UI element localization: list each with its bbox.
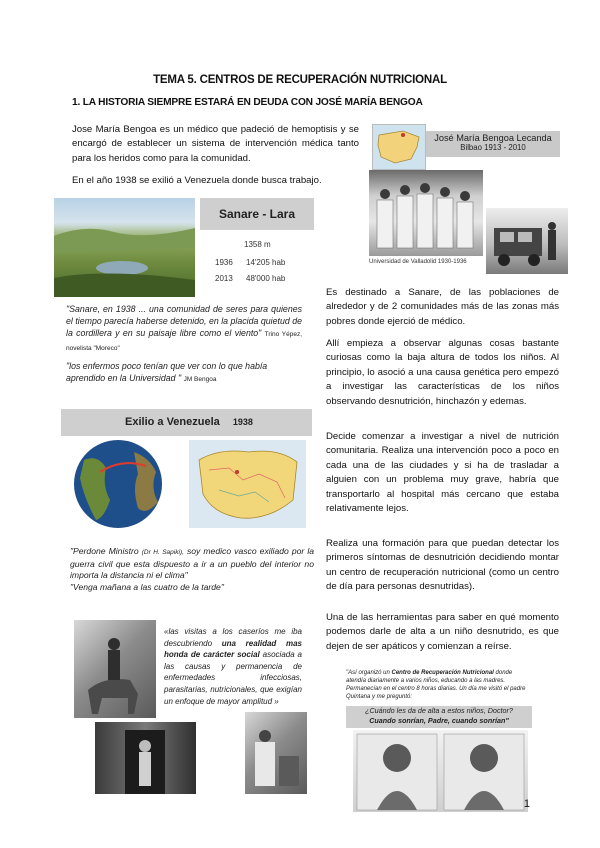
quote-enfermos-author: JM Bengoa: [183, 376, 217, 383]
question-line-1: ¿Cuándo les da de alta a estos niños, Doctor?: [365, 706, 513, 715]
small-quote-post: donde atendía diariamente a varios niños, educando a las madres. Permanecían en el centro 8 horas diarias. Un día me visitó el padre Quintana y me preguntó:: [346, 670, 526, 700]
landscape-icon: [54, 198, 195, 297]
right-paragraph-2: Allí empieza a observar algunas cosas bastante curiosas como la baja altura de todos los niños. Al principio, lo asoció a una causa genética pero empezó a investigar las características de los niños observando desnutrición, hinchazón y edemas.: [326, 338, 559, 407]
doctor-icon: [245, 712, 307, 794]
exile-paragraph: En el año 1938 se exilió a Venezuela donde busca trabajo.: [72, 175, 322, 186]
rider-icon: [74, 620, 156, 718]
exilio-bar: [61, 409, 312, 436]
sanare-landscape-photo: [54, 198, 195, 297]
small-quote-bold: Centro de Recuperación Nutricional: [391, 670, 494, 676]
question-line-2: Cuando sonrían, Padre, cuando sonrían": [369, 716, 509, 725]
right-paragraph-5: Una de las herramientas para saber en qué momento podemos darle de alta a un niño desnutrido, es que dejen de ser apáticos y comienzan a reírse.: [326, 612, 559, 652]
exilio-label: Exilio a Venezuela: [125, 416, 220, 428]
children-photo: [353, 730, 528, 812]
right-paragraph-4: Realiza una formación para que puedan detectar los primeros síntomas de desnutrición decidiendo montar un centro de recuperación nutricional (como un centro de día para personas desnutridas).: [326, 538, 559, 593]
right-paragraph-1: Es destinado a Sanare, de las poblaciones de alrededor y de 2 comunidades más de las zonas más pobres donde ejerció de médico.: [326, 287, 559, 327]
sanare-altitude: 1358 m: [244, 240, 271, 249]
spain-map-image: [372, 124, 426, 170]
sanare-pop-1936-year: 1936: [215, 258, 233, 267]
doctor-patient-photo: [245, 712, 307, 794]
quote-sanare: [66, 303, 302, 355]
globe-image: [54, 438, 182, 530]
exilio-year: 1938: [232, 417, 253, 427]
intro-paragraph: Jose María Bengoa es un médico que padeció de hemoptisis y se encargó de establecer un sistema de intervención médica tanto para los heridos como para la comunidad.: [72, 124, 359, 164]
globe-icon: [54, 438, 182, 530]
page-number: 1: [523, 798, 530, 810]
quote-enfermos-text: "los enfermos poco tenían que ver con lo que había aprendido en la Universidad ": [66, 361, 268, 383]
question-box: [346, 706, 532, 728]
quote-sanare-text: "Sanare, en 1938 ... una comunidad de seres para quienes el tiempo parecía haberse detenido, en la placida quietud de la cordillera y en su paisaje libre como el viento": [66, 304, 302, 338]
car-icon: [486, 208, 568, 274]
people-icon: [369, 170, 483, 256]
group-photo: [369, 170, 483, 256]
small-quote: [346, 669, 528, 701]
venezuela-map: [189, 440, 306, 528]
portrait-name: José María Bengoa Lecanda: [434, 133, 552, 143]
sanare-pop-2013-value: 48'000 hab: [246, 274, 286, 283]
quote-caserios-pre: «las visitas a los caseríos me iba descubriendo: [164, 627, 302, 648]
portrait-dates: Bilbao 1913 - 2010: [460, 143, 526, 152]
sanare-pop-2013-year: 2013: [215, 274, 233, 283]
small-quote-pre: "Así organizó un: [346, 670, 390, 676]
quote-enfermos: [66, 360, 302, 386]
doorway-photo: [95, 722, 196, 794]
quote-ministro-line1: "Perdone Ministro: [70, 546, 139, 556]
quote-caserios-bold: una realidad mas honda de carácter social: [164, 638, 302, 660]
quote-caserios-post: asociada a las causas y permanencia de enfermedades infecciosas, parasitarias, nutricionales, que exigían un enfoque de mayor amplitud »: [164, 650, 302, 706]
quote-caserios: [164, 626, 302, 707]
quote-ministro-aside: (Dr H. Sapiki),: [141, 549, 184, 556]
quote-sanare-author: Trino Yépez, novelista "Moreco": [66, 331, 303, 352]
quote-ministro-line1b: soy medico vasco exiliado por la guerra civil que esta dispuesto a ir a un pueblo del interior no importa la distancia ni el clima": [70, 546, 315, 580]
page-title: TEMA 5. CENTROS DE RECUPERACIÓN NUTRICIONAL: [153, 74, 447, 86]
section-heading: 1. LA HISTORIA SIEMPRE ESTARÁ EN DEUDA CON JOSÉ MARÍA BENGOA: [72, 97, 423, 108]
right-paragraph-3: Decide comenzar a investigar a nivel de nutrición comunitaria. Realiza una intervención poco a poco en cada una de las ciudades y si ha de trasladar a alguien con un problema muy grave, habría que transportarlo al hospital más cercano que estaba relativamente lejos.: [326, 431, 559, 515]
quote-ministro: [70, 546, 314, 593]
spain-map-icon: [373, 125, 425, 169]
venezuela-map-icon: [189, 440, 306, 528]
portrait-caption: [426, 131, 560, 157]
horse-rider-photo: [74, 620, 156, 718]
sanare-heading: Sanare - Lara: [200, 198, 314, 230]
quote-ministro-line2: "Venga mañana a las cuatro de la tarde": [70, 581, 224, 592]
group-photo-caption: Universidad de Valladolid 1930-1936: [369, 259, 467, 265]
sanare-pop-1936-value: 14'205 hab: [246, 258, 286, 267]
child-icon: [95, 722, 196, 794]
children-icon: [353, 730, 528, 812]
car-photo: [486, 208, 568, 274]
